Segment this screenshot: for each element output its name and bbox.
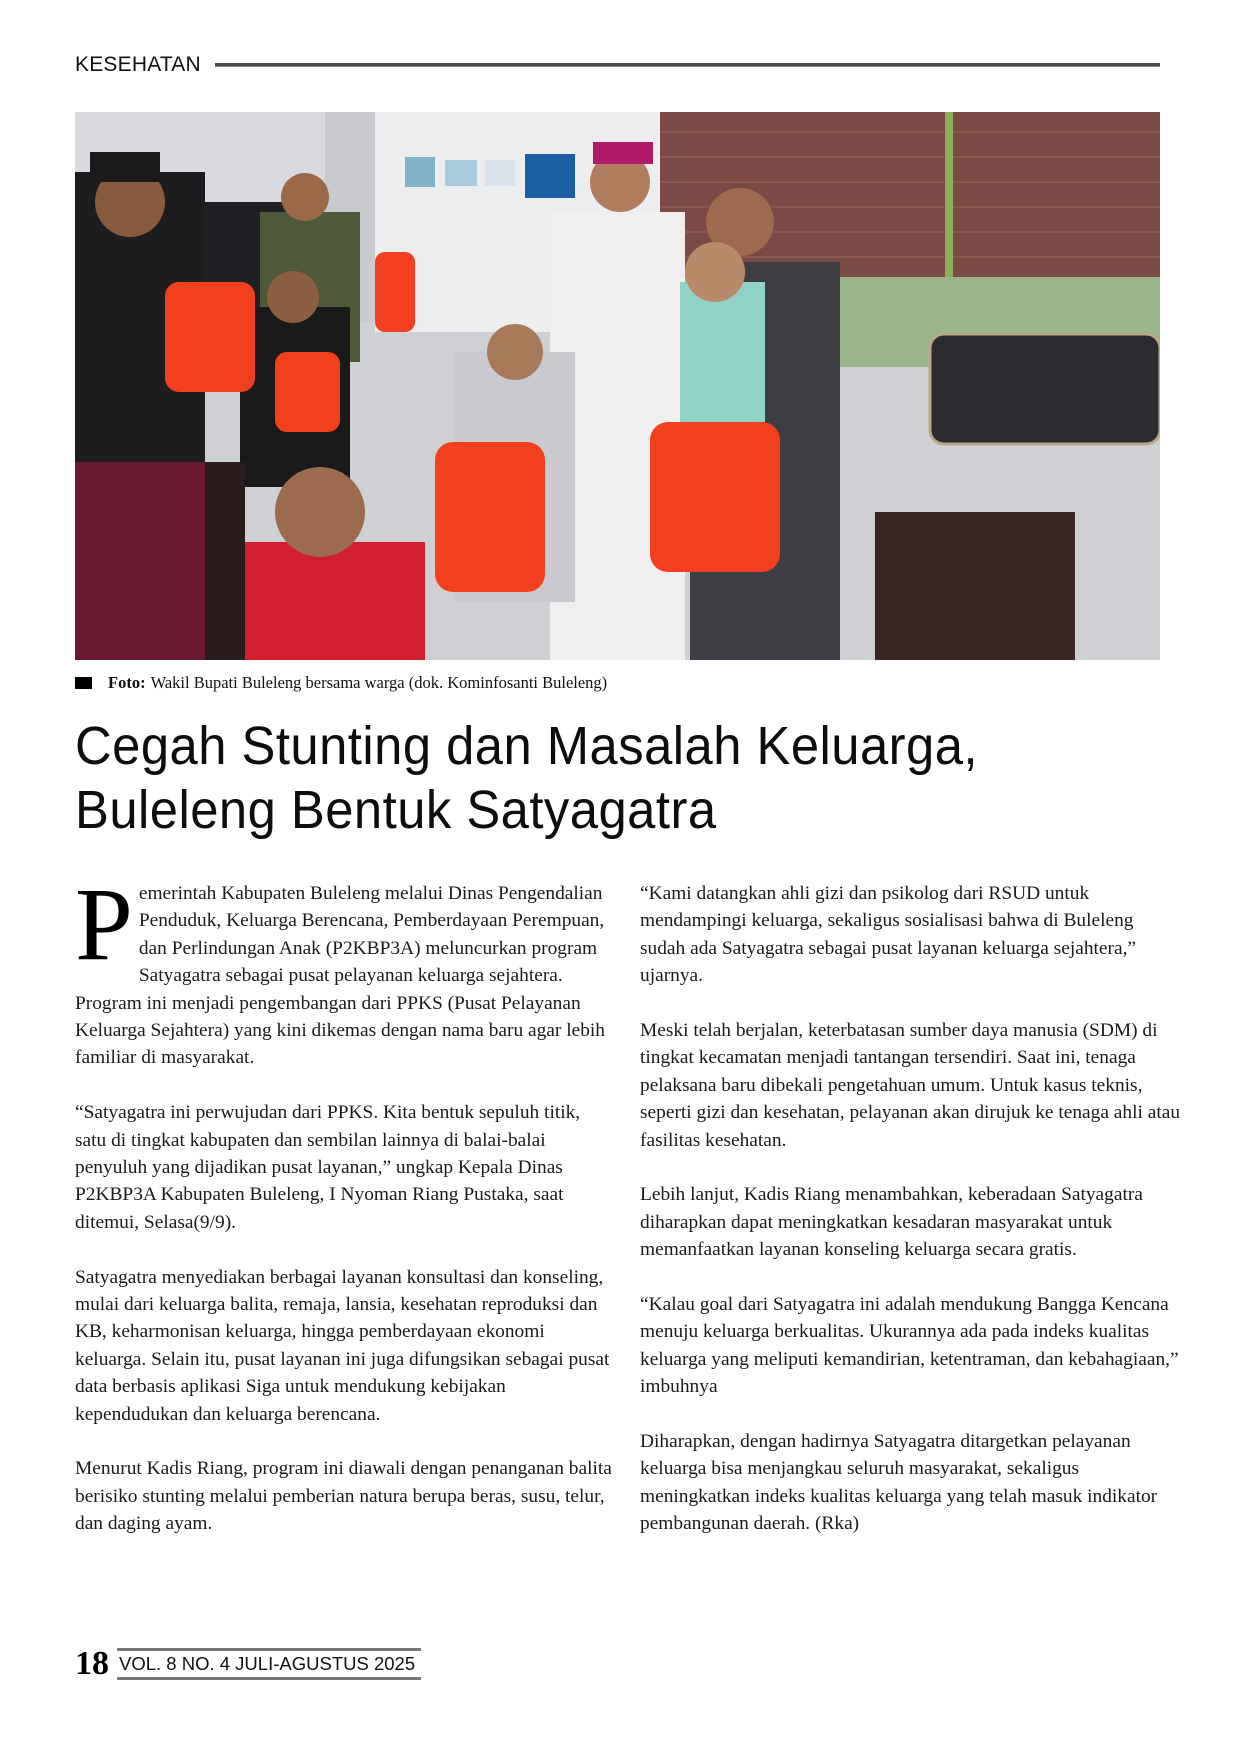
photo-bag [275,352,340,432]
headline-line-2: Buleleng Bentuk Satyagatra [75,780,717,840]
article-paragraph: Meski telah berjalan, keterbatasan sumber daya manusia (SDM) di tingkat kecamatan menjadi tantangan tersendiri. Saat ini, tenaga pelaksana baru dibekali pengetahuan umum. Untuk kasus teknis, seperti gizi dan kesehatan, pelayanan akan dirujuk ke tenaga ahli atau fasilitas kesehatan. [640,1020,1181,1151]
article-paragraph: Satyagatra menyediakan berbagai layanan konsultasi dan konseling, mulai dari keluarga balita, remaja, lansia, kesehatan reproduksi dan KB, keharmonisan keluarga, hingga pemberdayaan ekonomi keluarga. Selain itu, pusat layanan ini juga difungsikan sebagai pusat data berbasis aplikasi Siga untuk mendukung kebijakan kependudukan dan keluarga berencana. [75,1266,610,1425]
photo-chair [875,512,1075,660]
photo-bag [375,252,415,332]
article-paragraph: “Kami datangkan ahli gizi dan psikolog dari RSUD untuk mendampingi keluarga, sekaligus sosialisasi bahwa di Buleleng sudah ada Satyagatra sebagai pusat layanan keluarga sejahtera,” ujarnya. [640,883,1137,987]
drop-cap: P [75,867,133,982]
caption-square-icon [75,677,92,689]
photo-poster-2 [445,160,477,186]
headline-line-1: Cegah Stunting dan Masalah Keluarga, [75,716,979,776]
photo-poster-blue [525,154,575,198]
article-paragraph: Menurut Kadis Riang, program ini diawali dengan penanganan balita berisiko stunting melalui pemberian natura berupa beras, susu, telur, dan daging ayam. [75,1458,612,1535]
section-rule-divider [215,63,1160,67]
section-header [75,50,1160,80]
issue-info: VOL. 8 NO. 4 JULI-AGUSTUS 2025 [117,1648,421,1680]
article-paragraph [75,867,615,1072]
section-label: KESEHATAN [75,53,201,76]
paragraph-text: emerintah Kabupaten Buleleng melalui Dinas Pengendalian Penduduk, Keluarga Berencana, Pemberdayaan Perempuan, dan Perlindungan Anak (P2KBP3A) meluncurkan program Satyagatra sebagai pusat pelayanan keluarga sejahtera. Program ini menjadi pengembangan dari PPKS (Pusat Pelayanan Keluarga Sejahtera) yang kini dikemas dengan nama baru agar lebih familiar di masyarakat. [75,883,605,1069]
article-photo [75,112,1160,660]
photo-plant [945,112,953,277]
article-paragraph: “Satyagatra ini perwujudan dari PPKS. Kita bentuk sepuluh titik, satu di tingkat kabupaten dan sembilan lainnya di balai-balai penyuluh yang dijadikan pusat layanan,” ungkap Kepala Dinas P2KBP3A Kabupaten Buleleng, I Nyoman Riang Pustaka, saat ditemui, Selasa(9/9). [75,1102,581,1233]
photo-poster-1 [405,157,435,187]
caption-label: Foto: [108,673,146,692]
page-number: 18 [75,1645,109,1682]
page-footer [75,1644,421,1684]
article-column-left [75,867,615,1565]
photo-chair [205,462,245,660]
caption-text: Wakil Bupati Buleleng bersama warga (dok. Kominfosanti Buleleng) [150,673,608,692]
photo-poster-3 [485,160,515,186]
photo-phone [930,334,1160,444]
article-paragraph: Diharapkan, dengan hadirnya Satyagatra ditargetkan pelayanan keluarga bisa menjangkau seluruh masyarakat, sekaligus meningkatkan indeks kualitas keluarga yang telah masuk indikator pembangunan daerah. (Rka) [640,1431,1158,1535]
photo-illustration [75,112,1160,660]
article-headline [75,714,1095,842]
photo-headband [593,142,653,164]
photo-bag [435,442,545,592]
photo-bag [165,282,255,392]
photo-bag [650,422,780,572]
photo-caption [75,672,607,694]
article-paragraph: “Kalau goal dari Satyagatra ini adalah mendukung Bangga Kencana menuju keluarga berkualitas. Ukurannya ada pada indeks kualitas keluarga yang meliputi kemandirian, ketentraman, dan kebahagiaan,” imbuhnya [640,1294,1179,1398]
article-paragraph: Lebih lanjut, Kadis Riang menambahkan, keberadaan Satyagatra diharapkan dapat meningkatkan kesadaran masyarakat untuk memanfaatkan layanan konseling keluarga secara gratis. [640,1184,1143,1261]
photo-baby [680,282,765,422]
article-column-right [640,880,1180,1565]
photo-person-front [235,542,425,660]
